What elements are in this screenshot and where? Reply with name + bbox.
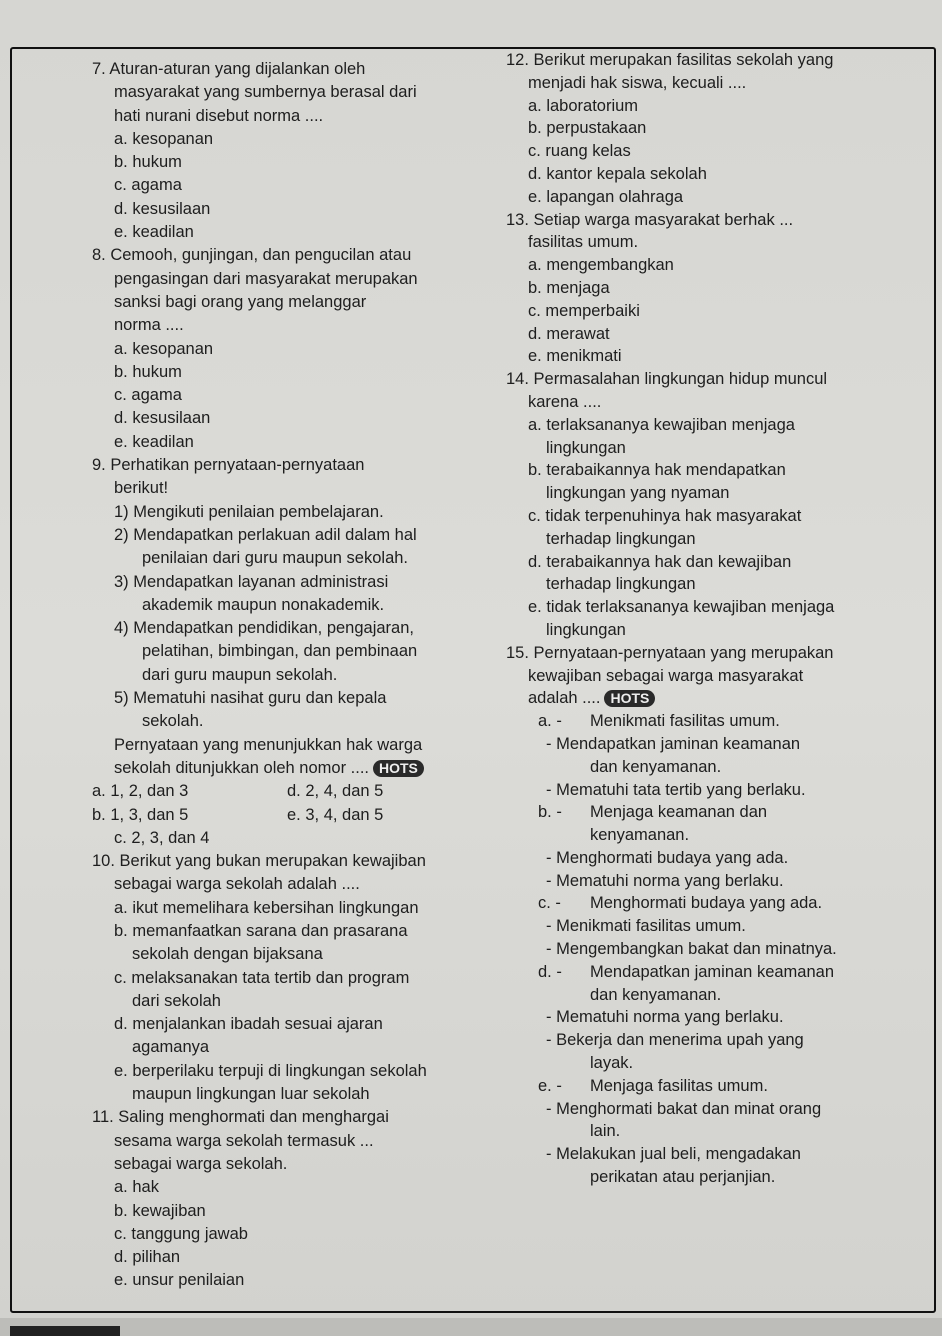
option-line <box>92 804 472 827</box>
question-line <box>92 850 472 873</box>
line-text: Menjaga keamanan dan <box>590 803 768 822</box>
line-text: hati nurani disebut norma .... <box>114 106 324 125</box>
question-text-line <box>92 291 472 314</box>
option-line <box>92 1200 472 1223</box>
line-text: lingkungan <box>546 620 626 639</box>
option-line <box>92 1060 472 1083</box>
question-line <box>92 1106 472 1129</box>
line-text: 8. Cemooh, gunjingan, dan pengucilan atau <box>92 246 412 265</box>
statement-line <box>92 594 472 617</box>
option-bullet-line <box>506 984 906 1007</box>
line-text: - Mematuhi norma yang berlaku. <box>546 871 784 890</box>
option-line <box>506 254 906 277</box>
option-line <box>506 345 906 368</box>
line-text: e. keadilan <box>114 432 194 451</box>
line-text: c. ruang kelas <box>528 142 631 161</box>
question-text-line <box>92 314 472 337</box>
line-text: Menjaga fasilitas umum. <box>590 1076 768 1095</box>
statement-line <box>92 501 472 524</box>
left-column <box>92 58 472 1293</box>
line-text: lingkungan <box>546 438 626 457</box>
line-text: d. pilihan <box>114 1248 181 1267</box>
option-line <box>506 710 906 733</box>
option-line <box>506 140 906 163</box>
line-text: e. menikmati <box>528 347 622 366</box>
line-text: b. perpustakaan <box>528 119 647 138</box>
line-text: - Menghormati bakat dan minat orang <box>546 1099 822 1118</box>
line-text: kenyamanan. <box>590 826 690 845</box>
line-text: 10. Berikut yang bukan merupakan kewajiban <box>92 852 426 871</box>
line-text: a. 1, 2, dan 3 <box>92 782 189 801</box>
line-text: c. 2, 3, dan 4 <box>114 828 210 847</box>
option-line <box>92 198 472 221</box>
line-text: sebagai warga sekolah adalah .... <box>114 875 360 894</box>
line-text: 1) Mengikuti penilaian pembelajaran. <box>114 502 384 521</box>
question-line <box>92 244 472 267</box>
option-line <box>506 551 906 574</box>
page-bottom-edge <box>0 1318 942 1336</box>
option-line <box>506 277 906 300</box>
line-text: fasilitas umum. <box>528 233 639 252</box>
line-text: b. memanfaatkan sarana dan prasarana <box>114 921 408 940</box>
question-line <box>92 58 472 81</box>
question-text-line <box>92 873 472 896</box>
line-text: c. tanggung jawab <box>114 1224 248 1243</box>
line-text: a. kesopanan <box>114 339 214 358</box>
line-text: terhadap lingkungan <box>546 529 696 548</box>
option-line <box>506 459 906 482</box>
line-text: Pernyataan yang menunjukkan hak warga <box>114 735 423 754</box>
question-text-line <box>506 687 906 710</box>
line-text: sekolah ditunjukkan oleh nomor .... <box>114 758 369 777</box>
line-text: d. terabaikannya hak dan kewajiban <box>528 552 792 571</box>
line-text: c. memperbaiki <box>528 301 640 320</box>
line-text: perikatan atau perjanjian. <box>590 1168 776 1187</box>
question-text-line <box>506 391 906 414</box>
option-line <box>506 437 906 460</box>
line-text: agamanya <box>132 1038 210 1057</box>
question-text-line <box>92 734 472 757</box>
line-text: e. unsur penilaian <box>114 1271 245 1290</box>
line-text: a. ikut memelihara kebersihan lingkungan <box>114 898 419 917</box>
line-text: b. terabaikannya hak mendapatkan <box>528 461 786 480</box>
line-text: dari sekolah <box>132 991 221 1010</box>
line-text: c. tidak terpenuhinya hak masyarakat <box>528 506 802 525</box>
line-text: 9. Perhatikan pernyataan-pernyataan <box>92 456 365 475</box>
question-text-line <box>506 231 906 254</box>
line-text: 13. Setiap warga masyarakat berhak ... <box>506 210 794 229</box>
line-text: a. terlaksananya kewajiban menjaga <box>528 415 795 434</box>
line-text: terhadap lingkungan <box>546 575 696 594</box>
option-line <box>92 1176 472 1199</box>
question-text-line <box>506 72 906 95</box>
line-text: 14. Permasalahan lingkungan hidup muncul <box>506 370 828 389</box>
option-line <box>92 920 472 943</box>
option-line <box>92 128 472 151</box>
option-bullet-line <box>506 756 906 779</box>
option-line <box>92 1083 472 1106</box>
line-text: - Mengembangkan bakat dan minatnya. <box>546 940 837 959</box>
option-bullet-line <box>506 938 906 961</box>
question-text-line <box>92 81 472 104</box>
line-text: a. kesopanan <box>114 129 214 148</box>
line-text: sesama warga sekolah termasuk ... <box>114 1131 374 1150</box>
line-text: pelatihan, bimbingan, dan pembinaan <box>142 642 418 661</box>
option-line <box>92 174 472 197</box>
line-text: sebagai warga sekolah. <box>114 1154 288 1173</box>
question-text-line <box>92 477 472 500</box>
line-text: - Menikmati fasilitas umum. <box>546 917 746 936</box>
option-line <box>92 221 472 244</box>
statement-line <box>92 687 472 710</box>
option-bullet-line <box>506 847 906 870</box>
option-line <box>506 801 906 824</box>
line-text: penilaian dari guru maupun sekolah. <box>142 549 409 568</box>
option-bullet-line <box>506 824 906 847</box>
statement-line <box>92 664 472 687</box>
line-text: karena .... <box>528 392 602 411</box>
option-text-secondary: e. 3, 4, dan 5 <box>287 805 384 824</box>
question-text-line <box>92 268 472 291</box>
line-text: norma .... <box>114 316 184 335</box>
line-text: dari guru maupun sekolah. <box>142 665 338 684</box>
line-text: 7. Aturan-aturan yang dijalankan oleh <box>92 60 366 78</box>
line-text: b. menjaga <box>528 278 610 297</box>
line-text: kewajiban sebagai warga masyarakat <box>528 666 804 685</box>
line-text: c. melaksanakan tata tertib dan program <box>114 968 410 987</box>
option-line <box>92 943 472 966</box>
line-text: d. merawat <box>528 324 610 343</box>
line-text: a. mengembangkan <box>528 256 674 275</box>
line-text: dan kenyamanan. <box>590 985 722 1004</box>
option-text-secondary: d. 2, 4, dan 5 <box>287 782 384 801</box>
option-letter: e. - <box>538 1076 562 1095</box>
line-text: 11. Saling menghormati dan menghargai <box>92 1108 389 1127</box>
line-text: e. keadilan <box>114 223 194 242</box>
option-line <box>92 361 472 384</box>
statement-line <box>92 571 472 594</box>
line-text: masyarakat yang sumbernya berasal dari <box>114 83 417 102</box>
option-line <box>92 827 472 850</box>
line-text: 3) Mendapatkan layanan administrasi <box>114 572 389 591</box>
option-bullet-line <box>506 915 906 938</box>
question-text-line <box>92 1130 472 1153</box>
option-line <box>506 414 906 437</box>
line-text: maupun lingkungan luar sekolah <box>132 1085 370 1104</box>
line-text: berikut! <box>114 479 169 498</box>
line-text: - Bekerja dan menerima upah yang <box>546 1031 804 1050</box>
option-line <box>506 573 906 596</box>
line-text: Mendapatkan jaminan keamanan <box>590 962 834 981</box>
question-text-line <box>506 665 906 688</box>
line-text: e. tidak terlaksananya kewajiban menjaga <box>528 598 835 617</box>
line-text: a. laboratorium <box>528 96 639 115</box>
option-line <box>506 163 906 186</box>
line-text: Menghormati budaya yang ada. <box>590 894 823 913</box>
line-text: b. hukum <box>114 153 182 172</box>
option-bullet-line <box>506 1098 906 1121</box>
option-line <box>506 528 906 551</box>
option-line <box>92 990 472 1013</box>
option-bullet-line <box>506 1120 906 1143</box>
question-line <box>506 209 906 232</box>
hots-badge: HOTS <box>604 690 655 707</box>
option-line <box>92 407 472 430</box>
line-text: lingkungan yang nyaman <box>546 484 730 503</box>
option-line <box>92 897 472 920</box>
option-line <box>506 300 906 323</box>
option-line <box>506 323 906 346</box>
line-text: - Mematuhi norma yang berlaku. <box>546 1008 784 1027</box>
line-text: b. hukum <box>114 362 182 381</box>
line-text: c. agama <box>114 176 182 195</box>
line-text: sekolah. <box>142 712 204 731</box>
line-text: 5) Mematuhi nasihat guru dan kepala <box>114 689 387 708</box>
question-line <box>506 642 906 665</box>
statement-line <box>92 710 472 733</box>
line-text: - Melakukan jual beli, mengadakan <box>546 1145 801 1164</box>
option-bullet-line <box>506 1166 906 1189</box>
line-text: c. agama <box>114 386 182 405</box>
hots-badge: HOTS <box>373 760 424 777</box>
option-line <box>92 1223 472 1246</box>
option-line <box>92 1036 472 1059</box>
statement-line <box>92 640 472 663</box>
option-letter: a. - <box>538 712 562 731</box>
option-line <box>92 967 472 990</box>
line-text: sanksi bagi orang yang melanggar <box>114 292 367 311</box>
option-letter: b. - <box>538 803 562 822</box>
line-text: sekolah dengan bijaksana <box>132 945 323 964</box>
line-text: - Mematuhi tata tertib yang berlaku. <box>546 780 806 799</box>
line-text: d. kesusilaan <box>114 409 211 428</box>
option-line <box>506 1075 906 1098</box>
line-text: b. 1, 3, dan 5 <box>92 805 189 824</box>
statement-line <box>92 524 472 547</box>
option-line <box>506 505 906 528</box>
line-text: a. hak <box>114 1178 159 1197</box>
line-text: e. berperilaku terpuji di lingkungan sekolah <box>114 1061 427 1080</box>
option-line <box>92 151 472 174</box>
question-text-line <box>92 757 472 780</box>
question-line <box>92 454 472 477</box>
line-text: e. lapangan olahraga <box>528 187 684 206</box>
option-bullet-line <box>506 1052 906 1075</box>
option-line <box>506 596 906 619</box>
option-bullet-line <box>506 733 906 756</box>
option-letter: d. - <box>538 962 562 981</box>
line-text: 2) Mendapatkan perlakuan adil dalam hal <box>114 525 417 544</box>
line-text: - Menghormati budaya yang ada. <box>546 848 789 867</box>
line-text: pengasingan dari masyarakat merupakan <box>114 269 418 288</box>
option-line <box>506 186 906 209</box>
question-text-line <box>92 105 472 128</box>
option-line <box>92 1013 472 1036</box>
option-line <box>506 892 906 915</box>
statement-line <box>92 617 472 640</box>
option-letter: c. - <box>538 894 561 913</box>
option-line <box>506 482 906 505</box>
option-line <box>92 338 472 361</box>
line-text: akademik maupun nonakademik. <box>142 595 385 614</box>
line-text: 15. Pernyataan-pernyataan yang merupakan <box>506 643 834 662</box>
option-bullet-line <box>506 779 906 802</box>
line-text: 4) Mendapatkan pendidikan, pengajaran, <box>114 619 414 638</box>
line-text: dan kenyamanan. <box>590 757 722 776</box>
question-text-line <box>92 1153 472 1176</box>
line-text: d. kantor kepala sekolah <box>528 164 707 183</box>
statement-line <box>92 547 472 570</box>
option-line <box>92 431 472 454</box>
line-text: d. menjalankan ibadah sesuai ajaran <box>114 1015 383 1034</box>
option-bullet-line <box>506 870 906 893</box>
question-line <box>506 49 906 72</box>
option-line <box>92 1246 472 1269</box>
line-text: - Mendapatkan jaminan keamanan <box>546 734 801 753</box>
option-line <box>92 384 472 407</box>
option-line <box>92 1269 472 1292</box>
option-line <box>92 780 472 803</box>
question-line <box>506 368 906 391</box>
line-text: lain. <box>590 1122 621 1141</box>
line-text: menjadi hak siswa, kecuali .... <box>528 73 747 92</box>
option-line <box>506 619 906 642</box>
option-bullet-line <box>506 1143 906 1166</box>
right-column <box>506 49 906 1189</box>
option-bullet-line <box>506 1029 906 1052</box>
line-text: d. kesusilaan <box>114 199 211 218</box>
option-bullet-line <box>506 1006 906 1029</box>
line-text: Menikmati fasilitas umum. <box>590 712 780 731</box>
line-text: layak. <box>590 1054 634 1073</box>
line-text: adalah .... <box>528 689 601 708</box>
option-line <box>506 95 906 118</box>
line-text: 12. Berikut merupakan fasilitas sekolah yang <box>506 51 834 69</box>
line-text: b. kewajiban <box>114 1201 206 1220</box>
option-line <box>506 117 906 140</box>
option-line <box>506 961 906 984</box>
